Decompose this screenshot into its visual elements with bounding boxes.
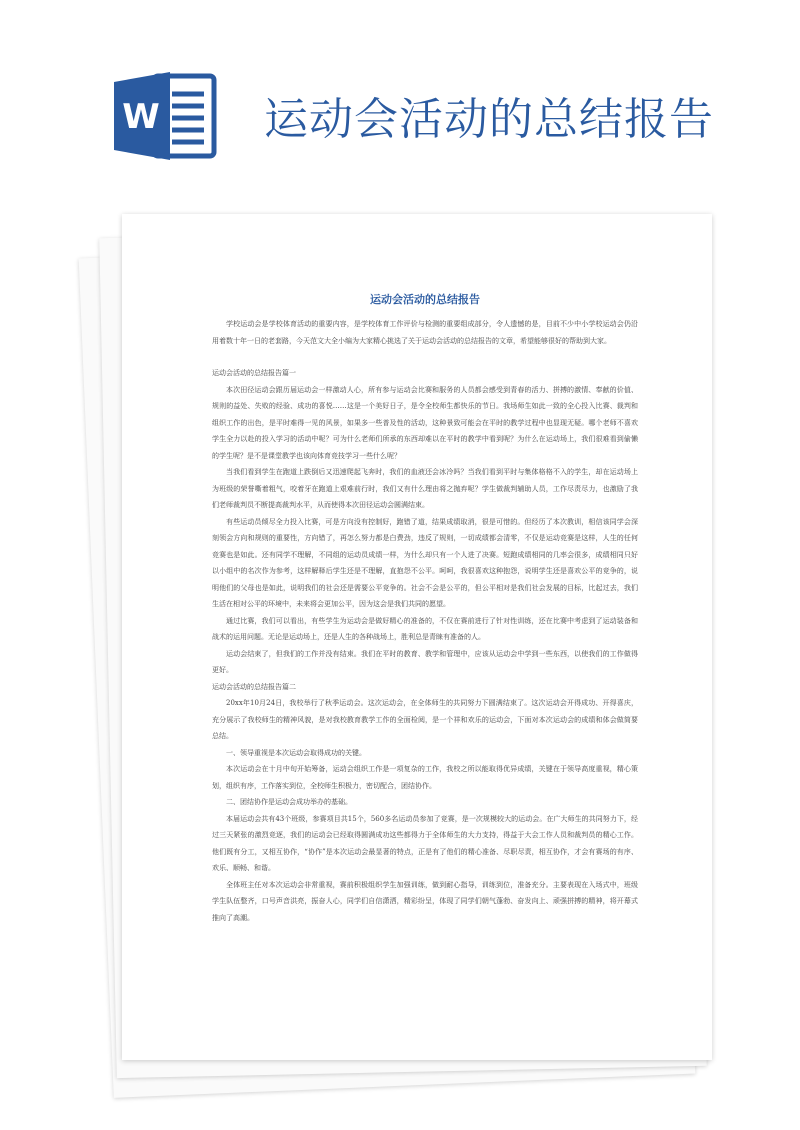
section-2-heading-2: 二、团结协作是运动会成功举办的基础。 [226,798,352,806]
section-2-heading-1: 一、领导重视是本次运动会取得成功的关键。 [226,748,366,757]
section-2-paragraph-2: 本次运动会在十月中旬开始筹备，运动会组织工作是一项复杂的工作，我校之所以能取得优异成绩，关键在于领导高度重视，精心策划，组织有序，工作落实到位，全校师生积极力，密切配合，团结协作。 [212,765,638,790]
section-1-paragraph-4: 通过比赛，我们可以看出，有些学生为运动会是做好精心的准备的，不仅在赛前进行了针对性训练，还在比赛中考虑到了运动装备和战术的运用问题。无论是运动场上，还是人生的各种战场上，胜利总是青睐有准备的人。 [212,616,638,641]
section-1-paragraph-1: 本次田径运动会跟历届运动会一样激动人心，所有参与运动会比赛和服务的人员都会感受到青春的活力、拼搏的激情、奉献的价值、规则的益处、失败的经验、成功的喜悦……这是一个美好日子，是令全校师生都快乐的节日。我场师生如此一致的全心投入比赛、裁判和组织工作的出色，是平时难得一见的风景，如果多一些普及性的活动，这种景致可能会在平时的教学过程中也显现无疑。哪个老师不喜欢学生全力以赴的投入学习的活动中呢？可为什么老师们所承的东西却难以在平时的教学中看到呢？为什么在运动场上，我们很难看到偷懒的学生呢？是不是课堂教学也该向体育竞技学习一些什么呢？ [212,385,638,460]
word-icon-letter: W [122,97,160,137]
page-header [0,0,800,200]
section-1-paragraph-3: 有些运动员倾尽全力投入比赛，可是方向没有控制好，跑错了道，结果成绩取消，很是可惜的。但经历了本次教训，相信该同学会深刻领会方向和规则的重要性，方向错了，再怎么努力都是白费劲，违反了规则，一切成绩都会清零，不仅是运动竞赛是这样，人生的任何竞赛也是如此。还有同学不理解，不同组的运动员成绩一样，为什么却只有一个人进了决赛。短跑成绩相同的几率会很多，成绩相同只好以小组中的名次作为参考，这样解释后学生还是不理解，直抱怨不公平。呵呵，我很喜欢这种抱怨，说明学生还是喜欢公平的竞争的，说明他们的父母也是如此，说明我们的社会还是需要公平竞争的。社会不会是公平的，但公平相对是我们社会发展的目标，比起过去，我们生活在相对公平的环境中，未来将会更加公平，因为这会是我们共同的愿望。 [212,517,638,608]
section-1-title: 运动会活动的总结报告篇一 [212,369,296,377]
document-page [122,214,712,1060]
section-2-paragraph-4: 全体班主任对本次运动会非常重视，赛前积极组织学生加强训练，做到耐心指导，训练到位，准备充分。主要表现在入场式中，班级学生队伍整齐，口号声音洪亮，振奋人心，同学们自信潇洒，精彩纷呈，体现了同学们朝气蓬勃、奋发向上、顽强拼搏的精神，将开幕式推向了高潮。 [212,880,638,922]
section-2-title: 运动会活动的总结报告篇二 [212,682,296,691]
section-2-paragraph-3: 本届运动会共有43个班级，参赛项目共15个，560多名运动员参加了竞赛，是一次规模较大的运动会。在广大师生的共同努力下，经过三天紧张的激烈竞逐，我们的运动会已经取得圆满成功这些都得力于全体师生的大力支持，得益于大会工作人员和裁判员的精心工作。他们既有分工，又相互协作，“协作”是本次运动会最显著的特点，正是有了他们的精心准备、尽职尽责，相互协作，才会有赛场的有序、欢乐、顺畅、和谐。 [212,814,638,872]
header-title: 运动会活动的总结报告 [264,94,714,145]
section-1-paragraph-5: 运动会结束了，但我们的工作并没有结束。我们在平时的教育、教学和管理中，应该从运动会中学到一些东西，以使我们的工作做得更好。 [212,649,638,674]
document-title: 运动会活动的总结报告 [370,293,480,306]
section-1-paragraph-2: 当我们看到学生在跑道上跌倒后又迅速爬起飞奔时，我们的血液还会冰冷吗？当我们看到平时与集体格格不入的学生，却在运动场上为班级的荣誉嘶着粗气，咬着牙在跑道上艰难前行时，我们又有什么理由将之抛弃呢？学生做裁判辅助人员，工作尽责尽力，也激励了我们老师裁判员不断提高裁判水平，从而使得本次田径运动会圆满结束。 [212,468,638,509]
intro-paragraph: 学校运动会是学校体育活动的重要内容，是学校体育工作评价与检测的重要组成部分，令人遗憾的是，目前不少中小学校运动会仍沿用着数十年一日的老套路，今天范文大全小编为大家精心挑选了关于运动会活动的总结报告的文章，希望能够很好的帮助到大家。 [212,320,638,345]
word-document-icon [110,70,220,162]
section-2-paragraph-1: 20xx年10月24日，我校举行了秋季运动会。这次运动会，在全体师生的共同努力下圆满结束了。这次运动会开得成功、开得喜庆，充分展示了我校师生的精神风貌，是对我校教育教学工作的全面检阅，是一个祥和欢乐的运动会，下面对本次运动会的成绩和体会做简要总结。 [212,699,638,740]
